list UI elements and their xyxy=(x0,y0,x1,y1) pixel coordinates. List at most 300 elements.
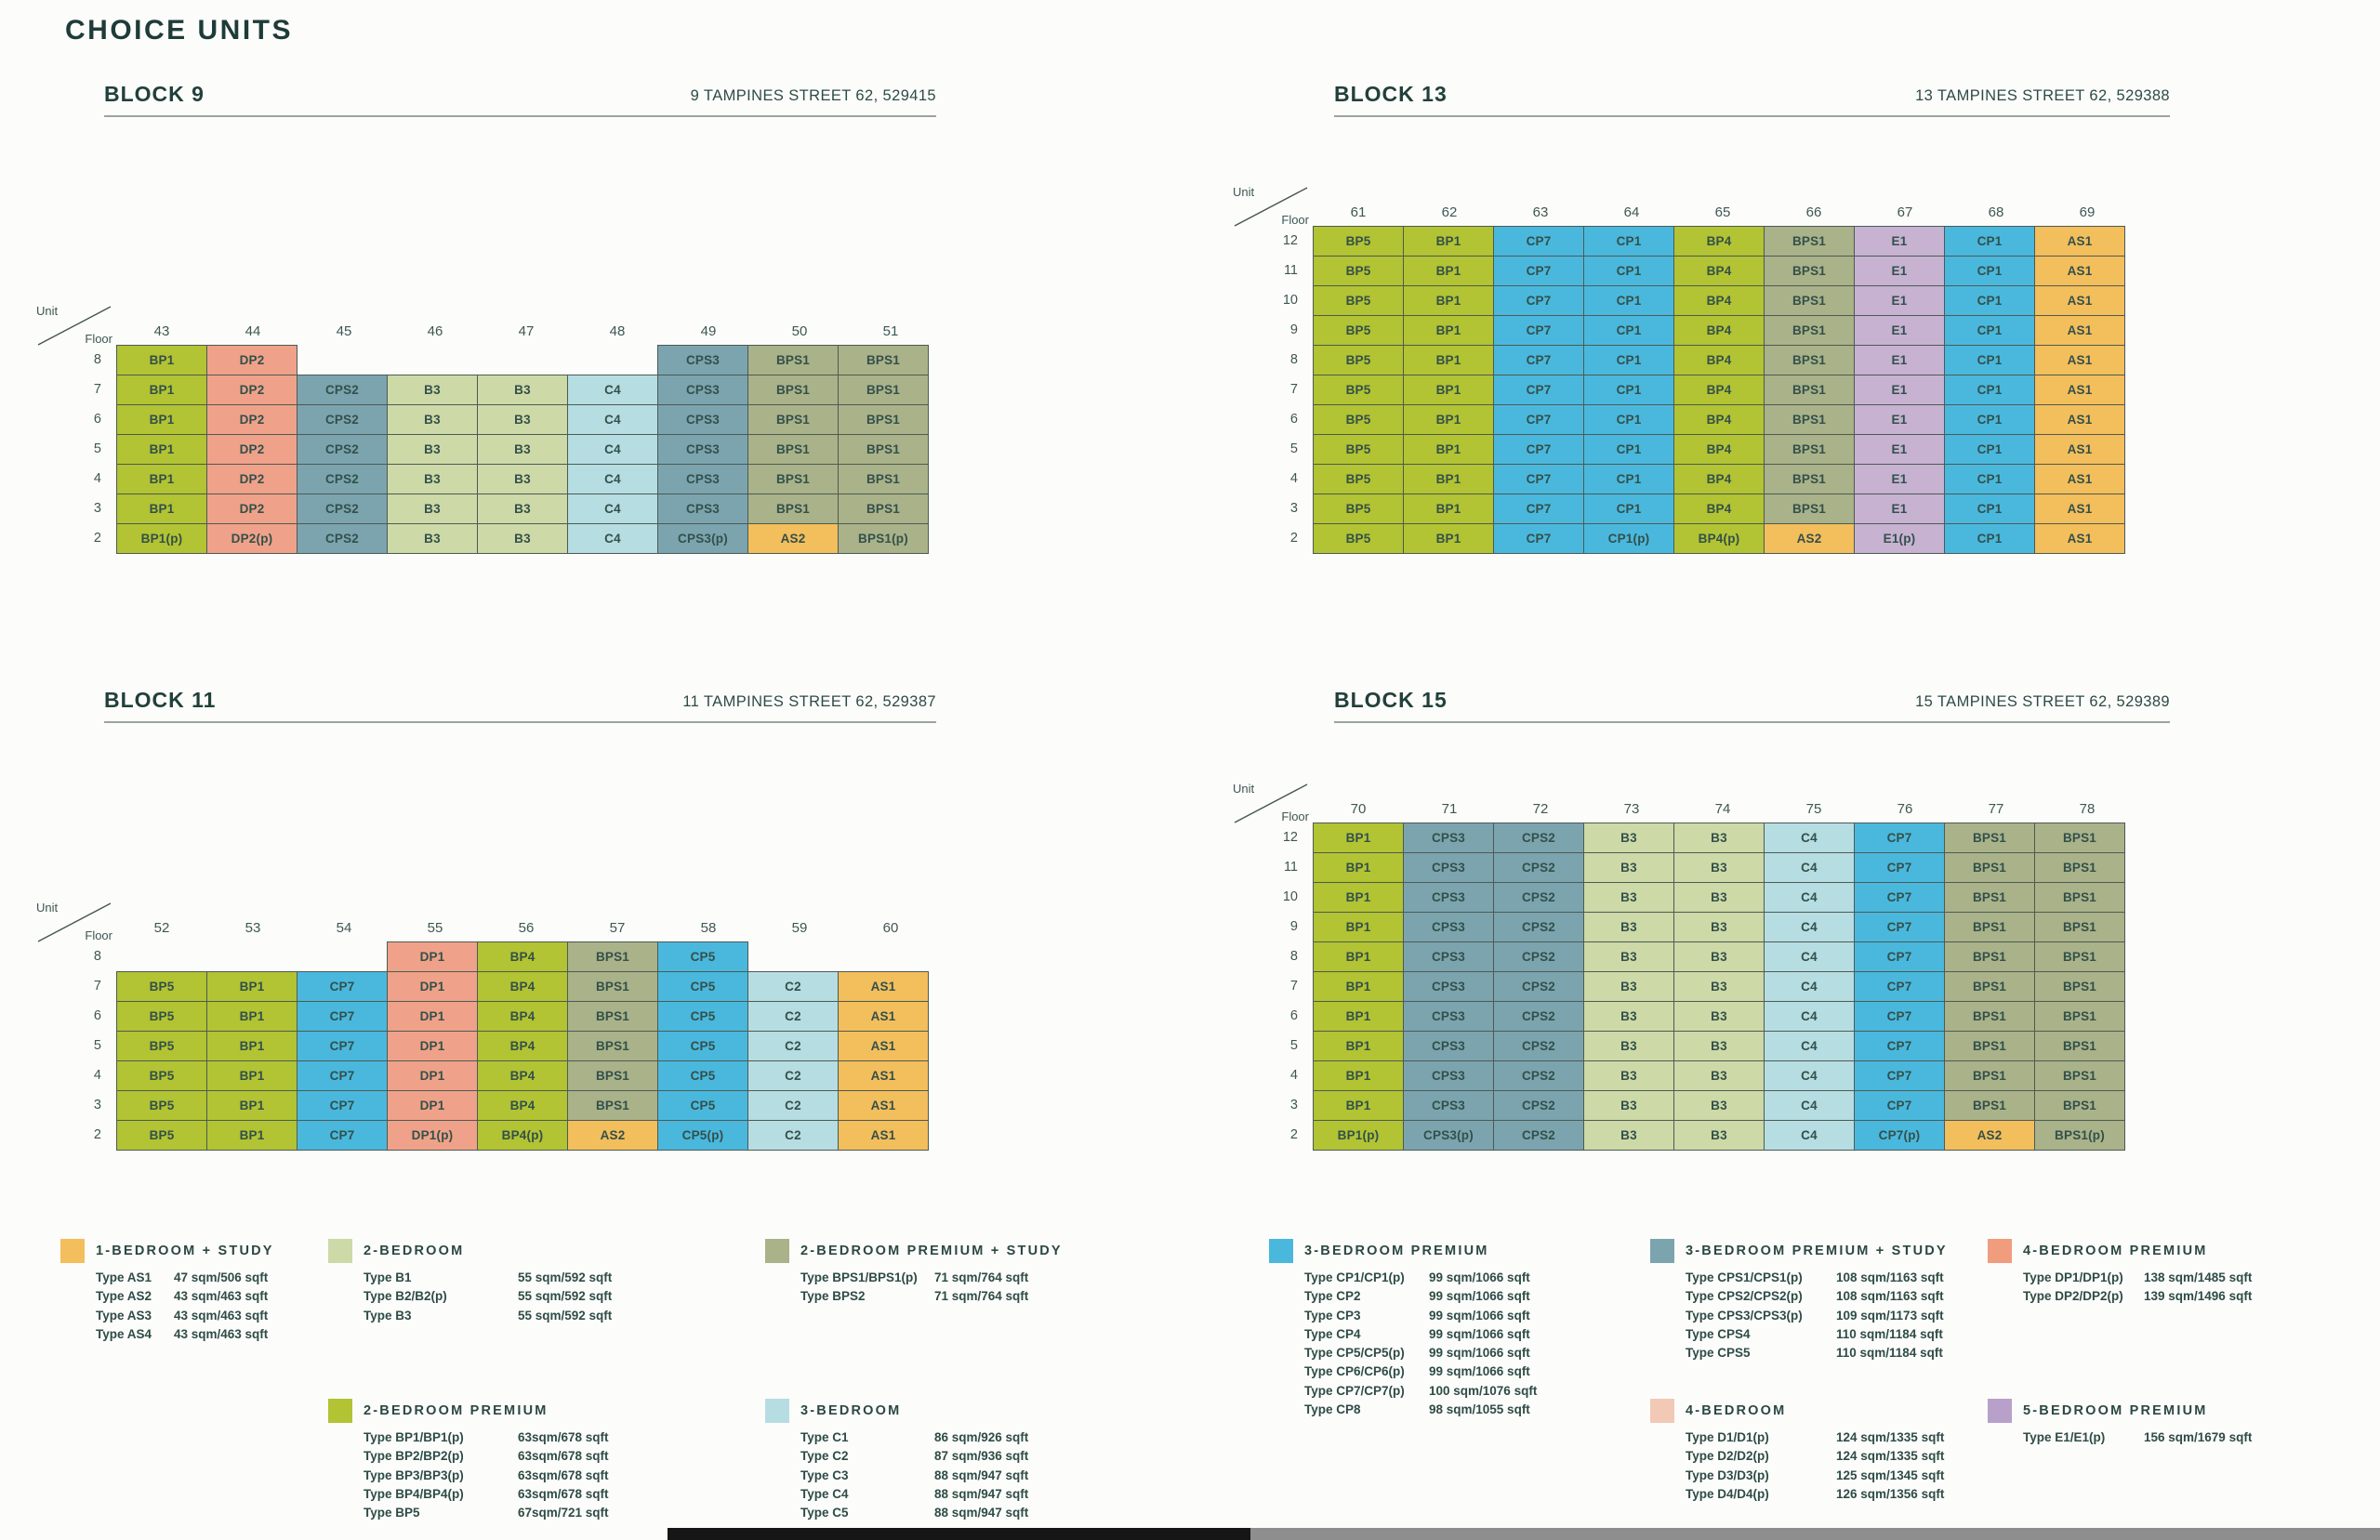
legend-type: Type CPS2/CPS2(p) xyxy=(1686,1289,1803,1304)
legend-size: 108 sqm/1163 sqft xyxy=(1836,1289,1944,1304)
unit-cell: CP7 xyxy=(1854,1031,1945,1061)
legend-title: 2-BEDROOM xyxy=(364,1244,465,1258)
legend-item xyxy=(364,1467,609,1485)
legend-swatch-dp-icon xyxy=(1988,1239,2012,1263)
unit-cell: B3 xyxy=(477,464,568,494)
legend-item xyxy=(1686,1269,1948,1287)
unit-cell: BP1 xyxy=(206,1090,298,1121)
legend-size: 86 sqm/926 sqft xyxy=(934,1430,1029,1444)
unit-cell: BP4 xyxy=(1673,345,1765,375)
unit-floor-corner xyxy=(1231,782,1311,824)
legend-type: Type B3 xyxy=(364,1308,412,1323)
unit-cell: BPS1 xyxy=(1764,464,1855,494)
legend-type: Type BP3/BP3(p) xyxy=(364,1468,464,1482)
unit-cell: CPS3 xyxy=(657,434,748,465)
floor-cells xyxy=(1313,971,2125,1002)
unit-number: 44 xyxy=(245,323,261,339)
legend-swatch-cps-icon xyxy=(1650,1239,1674,1263)
unit-cell: BP4 xyxy=(1673,494,1765,524)
floor-cells xyxy=(116,1031,929,1061)
legend-size: 63sqm/678 sqft xyxy=(518,1430,609,1444)
legend-size: 55 sqm/592 sqft xyxy=(518,1308,613,1323)
legend-item xyxy=(800,1269,1063,1287)
unit-cell: B3 xyxy=(1673,852,1765,883)
legend-items xyxy=(364,1428,609,1522)
unit-cell: CP7 xyxy=(1854,882,1945,913)
unit-number: 61 xyxy=(1350,204,1367,220)
unit-cell: DP2 xyxy=(206,494,298,524)
corner-unit-label: Unit xyxy=(1233,782,1255,796)
unit-cell: BP4 xyxy=(1673,434,1765,465)
unit-cell: AS2 xyxy=(567,1120,658,1151)
unit-cell: BP1 xyxy=(1313,1090,1404,1121)
unit-cell: BP5 xyxy=(1313,494,1404,524)
floor-label: 3 xyxy=(1289,1098,1298,1112)
legend-size: 63sqm/678 sqft xyxy=(518,1468,609,1482)
unit-cell: BPS1 xyxy=(2034,941,2125,972)
legend-title: 1-BEDROOM + STUDY xyxy=(96,1244,274,1258)
floor-row xyxy=(93,464,936,494)
legend-items xyxy=(2023,1428,2252,1447)
unit-cell: CP7 xyxy=(1854,941,1945,972)
floor-label: 12 xyxy=(1282,830,1298,845)
unit-number: 58 xyxy=(700,920,717,936)
floor-row xyxy=(1289,464,2133,494)
floor-row xyxy=(1283,852,2133,883)
floor-cells xyxy=(1313,226,2125,257)
unit-cell: BP4 xyxy=(477,1031,568,1061)
unit-cell: C4 xyxy=(1764,1090,1855,1121)
legend-type: Type B2/B2(p) xyxy=(364,1289,447,1304)
unit-cell: DP1 xyxy=(387,941,478,972)
legend-size: 109 sqm/1173 sqft xyxy=(1836,1308,1944,1323)
floor-cells xyxy=(116,404,929,435)
unit-cell: C4 xyxy=(1764,1060,1855,1091)
legend-item xyxy=(1686,1447,1944,1466)
unit-cell: BPS1 xyxy=(1944,912,2035,942)
unit-cell: BP1 xyxy=(1403,464,1494,494)
floor-cells xyxy=(116,971,929,1002)
legend-size: 124 sqm/1335 sqft xyxy=(1836,1449,1945,1464)
floor-label: 3 xyxy=(1289,501,1298,516)
floor-row xyxy=(93,494,936,524)
floor-cells xyxy=(1313,315,2125,346)
legend-group-bps xyxy=(765,1239,1063,1307)
floor-cells xyxy=(116,494,929,524)
unit-cell: BP4 xyxy=(1673,256,1765,286)
bottom-edge-bar xyxy=(0,1528,2380,1540)
block-9 xyxy=(36,82,936,554)
unit-cell: C4 xyxy=(567,523,658,554)
unit-cell: CPS2 xyxy=(1493,971,1584,1002)
corner-unit-label: Unit xyxy=(1233,185,1255,199)
floor-label: 2 xyxy=(93,531,101,546)
floor-cells xyxy=(1313,375,2125,405)
unit-cell: BP1 xyxy=(1403,315,1494,346)
unit-cell: C2 xyxy=(747,1120,839,1151)
floor-row xyxy=(1282,285,2133,316)
unit-cell: DP1 xyxy=(387,971,478,1002)
unit-cell: CPS2 xyxy=(1493,852,1584,883)
legend-size: 139 sqm/1496 sqft xyxy=(2144,1289,2253,1304)
block-11-address: 11 TAMPINES STREET 62, 529387 xyxy=(682,693,936,710)
legend-type: Type CP7/CP7(p) xyxy=(1304,1383,1405,1398)
floor-row xyxy=(93,1060,936,1091)
unit-cell: B3 xyxy=(1673,1031,1765,1061)
legend-item xyxy=(1304,1307,1537,1325)
unit-cell: BPS1 xyxy=(1764,285,1855,316)
unit-cell: DP2 xyxy=(206,404,298,435)
floor-label: 3 xyxy=(93,1098,101,1112)
floor-label: 2 xyxy=(93,1127,101,1142)
unit-cell: CP7 xyxy=(1493,256,1584,286)
floor-cells xyxy=(1313,1090,2125,1121)
floor-cells xyxy=(1313,1120,2125,1151)
floor-cells xyxy=(1313,464,2125,494)
legend-type: Type CP6/CP6(p) xyxy=(1304,1364,1405,1379)
unit-number: 49 xyxy=(700,323,717,339)
unit-cell: BP5 xyxy=(116,1031,207,1061)
floor-label: 4 xyxy=(93,1068,101,1083)
unit-cell: CPS3 xyxy=(1403,941,1494,972)
unit-cell: E1 xyxy=(1854,464,1945,494)
unit-cell: BPS1 xyxy=(747,345,839,375)
floor-label: 5 xyxy=(1289,441,1298,456)
unit-cell: AS1 xyxy=(2034,226,2125,257)
floor-label: 5 xyxy=(1289,1038,1298,1053)
unit-cell: CPS3 xyxy=(1403,912,1494,942)
legend-type: Type C2 xyxy=(800,1449,849,1464)
floor-label: 6 xyxy=(1289,1008,1298,1023)
unit-cell: BPS1 xyxy=(567,1060,658,1091)
legend-type: Type CPS4 xyxy=(1686,1326,1751,1341)
unit-cell: CP7 xyxy=(297,1001,388,1032)
unit-cell: B3 xyxy=(1673,1120,1765,1151)
floor-row xyxy=(1282,882,2133,913)
unit-cell: DP2 xyxy=(206,434,298,465)
unit-cell: B3 xyxy=(387,494,478,524)
unit-cell: BP4 xyxy=(1673,404,1765,435)
block-15-address: 15 TAMPINES STREET 62, 529389 xyxy=(1915,693,2170,710)
floor-row xyxy=(1289,345,2133,375)
unit-cell: BP5 xyxy=(1313,315,1404,346)
unit-cell: CPS2 xyxy=(1493,1031,1584,1061)
legend-type: Type CPS5 xyxy=(1686,1346,1751,1361)
unit-cell: C4 xyxy=(1764,912,1855,942)
floor-label: 3 xyxy=(93,501,101,516)
unit-cell: CP7 xyxy=(1854,1001,1945,1032)
unit-header-row xyxy=(1233,782,2133,823)
legend-size: 43 sqm/463 sqft xyxy=(174,1308,269,1323)
block-15-header xyxy=(1334,688,2170,723)
legend-item xyxy=(1304,1269,1537,1287)
unit-cell: BP4 xyxy=(1673,464,1765,494)
unit-cell: BP1 xyxy=(1313,1001,1404,1032)
floor-label: 9 xyxy=(1289,322,1298,337)
unit-floor-corner xyxy=(34,901,114,943)
unit-cell: BP1 xyxy=(1403,285,1494,316)
unit-cell: B3 xyxy=(387,523,478,554)
legend-items xyxy=(2023,1269,2252,1307)
unit-number: 53 xyxy=(245,920,261,936)
legend-size: 125 sqm/1345 sqft xyxy=(1836,1468,1945,1482)
legend-type: Type BP1/BP1(p) xyxy=(364,1430,464,1444)
unit-number: 69 xyxy=(2079,204,2096,220)
unit-number: 43 xyxy=(153,323,170,339)
legend-group-d xyxy=(1650,1399,1944,1504)
floor-row xyxy=(1282,226,2133,257)
legend-item xyxy=(1304,1287,1537,1306)
unit-cell: B3 xyxy=(1583,1060,1674,1091)
unit-cell: B3 xyxy=(1583,1120,1674,1151)
legend-title: 3-BEDROOM PREMIUM xyxy=(1304,1244,1489,1258)
unit-cell: CP7 xyxy=(1493,434,1584,465)
floor-row xyxy=(93,434,936,465)
floor-label: 8 xyxy=(1289,949,1298,964)
legend-group-b xyxy=(328,1239,612,1325)
stack-rows xyxy=(1282,226,2133,554)
unit-cell: AS1 xyxy=(838,1090,929,1121)
floor-cells xyxy=(1313,852,2125,883)
floor-label: 11 xyxy=(1283,263,1298,278)
unit-cell: DP1 xyxy=(387,1090,478,1121)
unit-cell: DP2 xyxy=(206,345,298,375)
legend-items xyxy=(1304,1269,1537,1419)
legend-type: Type D1/D1(p) xyxy=(1686,1430,1769,1444)
unit-number: 77 xyxy=(1988,801,2004,817)
legend-items xyxy=(800,1269,1063,1307)
legend-swatch-cp-icon xyxy=(1269,1239,1293,1263)
legend-type: Type CP4 xyxy=(1304,1326,1361,1341)
legend-size: 126 sqm/1356 sqft xyxy=(1836,1486,1945,1501)
unit-cell: BP5 xyxy=(1313,375,1404,405)
unit-cell: BP1 xyxy=(1313,882,1404,913)
floor-label: 5 xyxy=(93,441,101,456)
unit-cell: BP4(p) xyxy=(477,1120,568,1151)
unit-cell: CP7 xyxy=(1854,971,1945,1002)
unit-number: 51 xyxy=(882,323,899,339)
unit-cell: BP1 xyxy=(1403,345,1494,375)
legend-item xyxy=(1686,1325,1948,1344)
unit-cell: C2 xyxy=(747,1031,839,1061)
unit-cell: BPS1 xyxy=(1944,1060,2035,1091)
unit-cell: C4 xyxy=(567,494,658,524)
unit-cell: CPS3(p) xyxy=(657,523,748,554)
unit-cell: B3 xyxy=(1673,882,1765,913)
unit-cell: BPS1 xyxy=(1944,1090,2035,1121)
unit-cell: BPS1 xyxy=(2034,971,2125,1002)
unit-number: 59 xyxy=(791,920,808,936)
unit-cell: CPS3 xyxy=(1403,1090,1494,1121)
unit-cell: CP7 xyxy=(1493,285,1584,316)
floor-label: 4 xyxy=(1289,471,1298,486)
legend-item xyxy=(800,1485,1028,1504)
unit-cell: BPS1 xyxy=(1764,315,1855,346)
floor-row xyxy=(1289,404,2133,435)
unit-number: 52 xyxy=(153,920,170,936)
unit-cell: AS1 xyxy=(838,1001,929,1032)
legend-size: 87 sqm/936 sqft xyxy=(934,1449,1029,1464)
legend-type: Type DP2/DP2(p) xyxy=(2023,1289,2123,1304)
corner-unit-label: Unit xyxy=(36,901,59,915)
unit-cell: C2 xyxy=(747,1060,839,1091)
unit-cell: BPS1(p) xyxy=(838,523,929,554)
unit-cell: CP1 xyxy=(1583,375,1674,405)
unit-cell: B3 xyxy=(477,494,568,524)
unit-cell: CP1 xyxy=(1583,464,1674,494)
legend-item xyxy=(1686,1287,1948,1306)
unit-cell: C4 xyxy=(1764,1031,1855,1061)
unit-cell: BP1 xyxy=(1313,1031,1404,1061)
unit-cell: CPS3 xyxy=(1403,882,1494,913)
unit-cell: CP5 xyxy=(657,1060,748,1091)
legend-group-e xyxy=(1988,1399,2252,1447)
legend-item xyxy=(1686,1428,1944,1447)
unit-number: 45 xyxy=(336,323,352,339)
unit-cell: BPS1 xyxy=(567,1090,658,1121)
legend-title: 4-BEDROOM PREMIUM xyxy=(2023,1244,2208,1258)
unit-cell: CP7 xyxy=(1493,375,1584,405)
legend-swatch-bps-icon xyxy=(765,1239,789,1263)
unit-cell: CPS2 xyxy=(297,523,388,554)
floor-row xyxy=(93,523,936,554)
unit-cell: CP7 xyxy=(1854,823,1945,853)
legend-size: 63sqm/678 sqft xyxy=(518,1486,609,1501)
unit-cell: CP1 xyxy=(1583,345,1674,375)
unit-cell: B3 xyxy=(1583,823,1674,853)
legend-item xyxy=(800,1447,1028,1466)
block-15-stacking-grid xyxy=(1233,782,2133,1151)
unit-cell: BPS1 xyxy=(2034,823,2125,853)
corner-unit-label: Unit xyxy=(36,304,59,318)
floor-row xyxy=(93,404,936,435)
unit-cell: CP1 xyxy=(1944,464,2035,494)
unit-cell: BP5 xyxy=(116,1090,207,1121)
unit-cell: C4 xyxy=(567,434,658,465)
unit-cell: CP1 xyxy=(1944,404,2035,435)
unit-cell: BPS1 xyxy=(567,1031,658,1061)
unit-cell: CPS3 xyxy=(1403,1060,1494,1091)
legend-size: 67sqm/721 sqft xyxy=(518,1506,609,1520)
unit-cell: BPS1 xyxy=(1944,941,2035,972)
floor-row xyxy=(1289,1031,2133,1061)
unit-cell: B3 xyxy=(1673,971,1765,1002)
corner-floor-label: Floor xyxy=(1281,213,1309,227)
legend-type: Type BPS2 xyxy=(800,1289,866,1304)
legend-title: 3-BEDROOM PREMIUM + STUDY xyxy=(1686,1244,1948,1258)
unit-cell: CP7 xyxy=(297,1031,388,1061)
unit-number: 68 xyxy=(1988,204,2004,220)
legend-swatch-d-icon xyxy=(1650,1399,1674,1423)
unit-floor-corner xyxy=(34,304,114,347)
unit-cell: DP2 xyxy=(206,375,298,405)
legend-items xyxy=(1686,1428,1944,1504)
unit-cell: E1 xyxy=(1854,285,1945,316)
unit-cell: BP1 xyxy=(116,464,207,494)
unit-cell: CPS3 xyxy=(1403,852,1494,883)
unit-cell: BP1 xyxy=(1403,523,1494,554)
floor-label: 4 xyxy=(93,471,101,486)
legend-type: Type BP5 xyxy=(364,1506,420,1520)
floor-row xyxy=(1282,823,2133,853)
unit-cell: CPS2 xyxy=(1493,941,1584,972)
unit-cell: B3 xyxy=(1583,971,1674,1002)
unit-cell: BP4 xyxy=(1673,315,1765,346)
unit-cell: B3 xyxy=(1673,823,1765,853)
legend-swatch-as-icon xyxy=(60,1239,85,1263)
block-9-title: BLOCK 9 xyxy=(104,82,205,106)
unit-cell: CP7 xyxy=(297,1090,388,1121)
floor-row xyxy=(93,941,936,972)
floor-label: 8 xyxy=(1289,352,1298,367)
legend-item xyxy=(1304,1382,1537,1401)
floor-label: 2 xyxy=(1289,1127,1298,1142)
unit-cell: AS1 xyxy=(838,1120,929,1151)
unit-cell: BP1 xyxy=(206,1001,298,1032)
floor-label: 4 xyxy=(1289,1068,1298,1083)
unit-number: 50 xyxy=(791,323,808,339)
floor-cells xyxy=(1313,1001,2125,1032)
legend-type: Type D3/D3(p) xyxy=(1686,1468,1769,1482)
unit-cell: BPS1 xyxy=(1764,434,1855,465)
unit-cell: C4 xyxy=(1764,971,1855,1002)
floor-label: 8 xyxy=(93,352,101,367)
unit-cell: AS1 xyxy=(838,971,929,1002)
unit-cell: BPS1 xyxy=(747,494,839,524)
unit-cell: BP4 xyxy=(1673,285,1765,316)
unit-cell: BPS1 xyxy=(838,345,929,375)
unit-cell: BPS1 xyxy=(838,375,929,405)
unit-cell: CP7 xyxy=(1854,852,1945,883)
legend-size: 100 sqm/1076 sqft xyxy=(1429,1383,1538,1398)
unit-cell: CPS2 xyxy=(297,375,388,405)
floor-row xyxy=(93,1120,936,1151)
unit-cell: CP1 xyxy=(1944,523,2035,554)
unit-cell: C4 xyxy=(567,375,658,405)
unit-number: 72 xyxy=(1532,801,1549,817)
unit-cell: BP1 xyxy=(206,971,298,1002)
floor-row xyxy=(93,1031,936,1061)
legend-size: 88 sqm/947 sqft xyxy=(934,1468,1029,1482)
floor-row xyxy=(1283,256,2133,286)
unit-cell: B3 xyxy=(477,523,568,554)
unit-cell: BP5 xyxy=(116,1120,207,1151)
stack-rows xyxy=(93,345,936,554)
unit-number: 75 xyxy=(1805,801,1822,817)
legend-item xyxy=(1304,1401,1537,1419)
unit-cell: BP1 xyxy=(206,1031,298,1061)
unit-cell: BP5 xyxy=(1313,285,1404,316)
legend-type: Type C3 xyxy=(800,1468,849,1482)
unit-cell: C4 xyxy=(1764,941,1855,972)
unit-cell: C4 xyxy=(1764,882,1855,913)
legend-group-as xyxy=(60,1239,274,1344)
floor-row xyxy=(1289,1060,2133,1091)
unit-cell: CP5 xyxy=(657,1090,748,1121)
unit-cell: E1 xyxy=(1854,375,1945,405)
unit-number: 74 xyxy=(1714,801,1731,817)
unit-cell: B3 xyxy=(1673,1090,1765,1121)
unit-number: 71 xyxy=(1441,801,1458,817)
legend-type: Type E1/E1(p) xyxy=(2023,1430,2106,1444)
unit-cell: CP7 xyxy=(297,1060,388,1091)
legend-group-c xyxy=(765,1399,1028,1522)
unit-floor-corner xyxy=(1231,185,1311,228)
unit-cell: CPS3 xyxy=(1403,1001,1494,1032)
unit-cell: AS2 xyxy=(1764,523,1855,554)
stack-rows xyxy=(93,941,936,1151)
unit-cell: B3 xyxy=(387,404,478,435)
